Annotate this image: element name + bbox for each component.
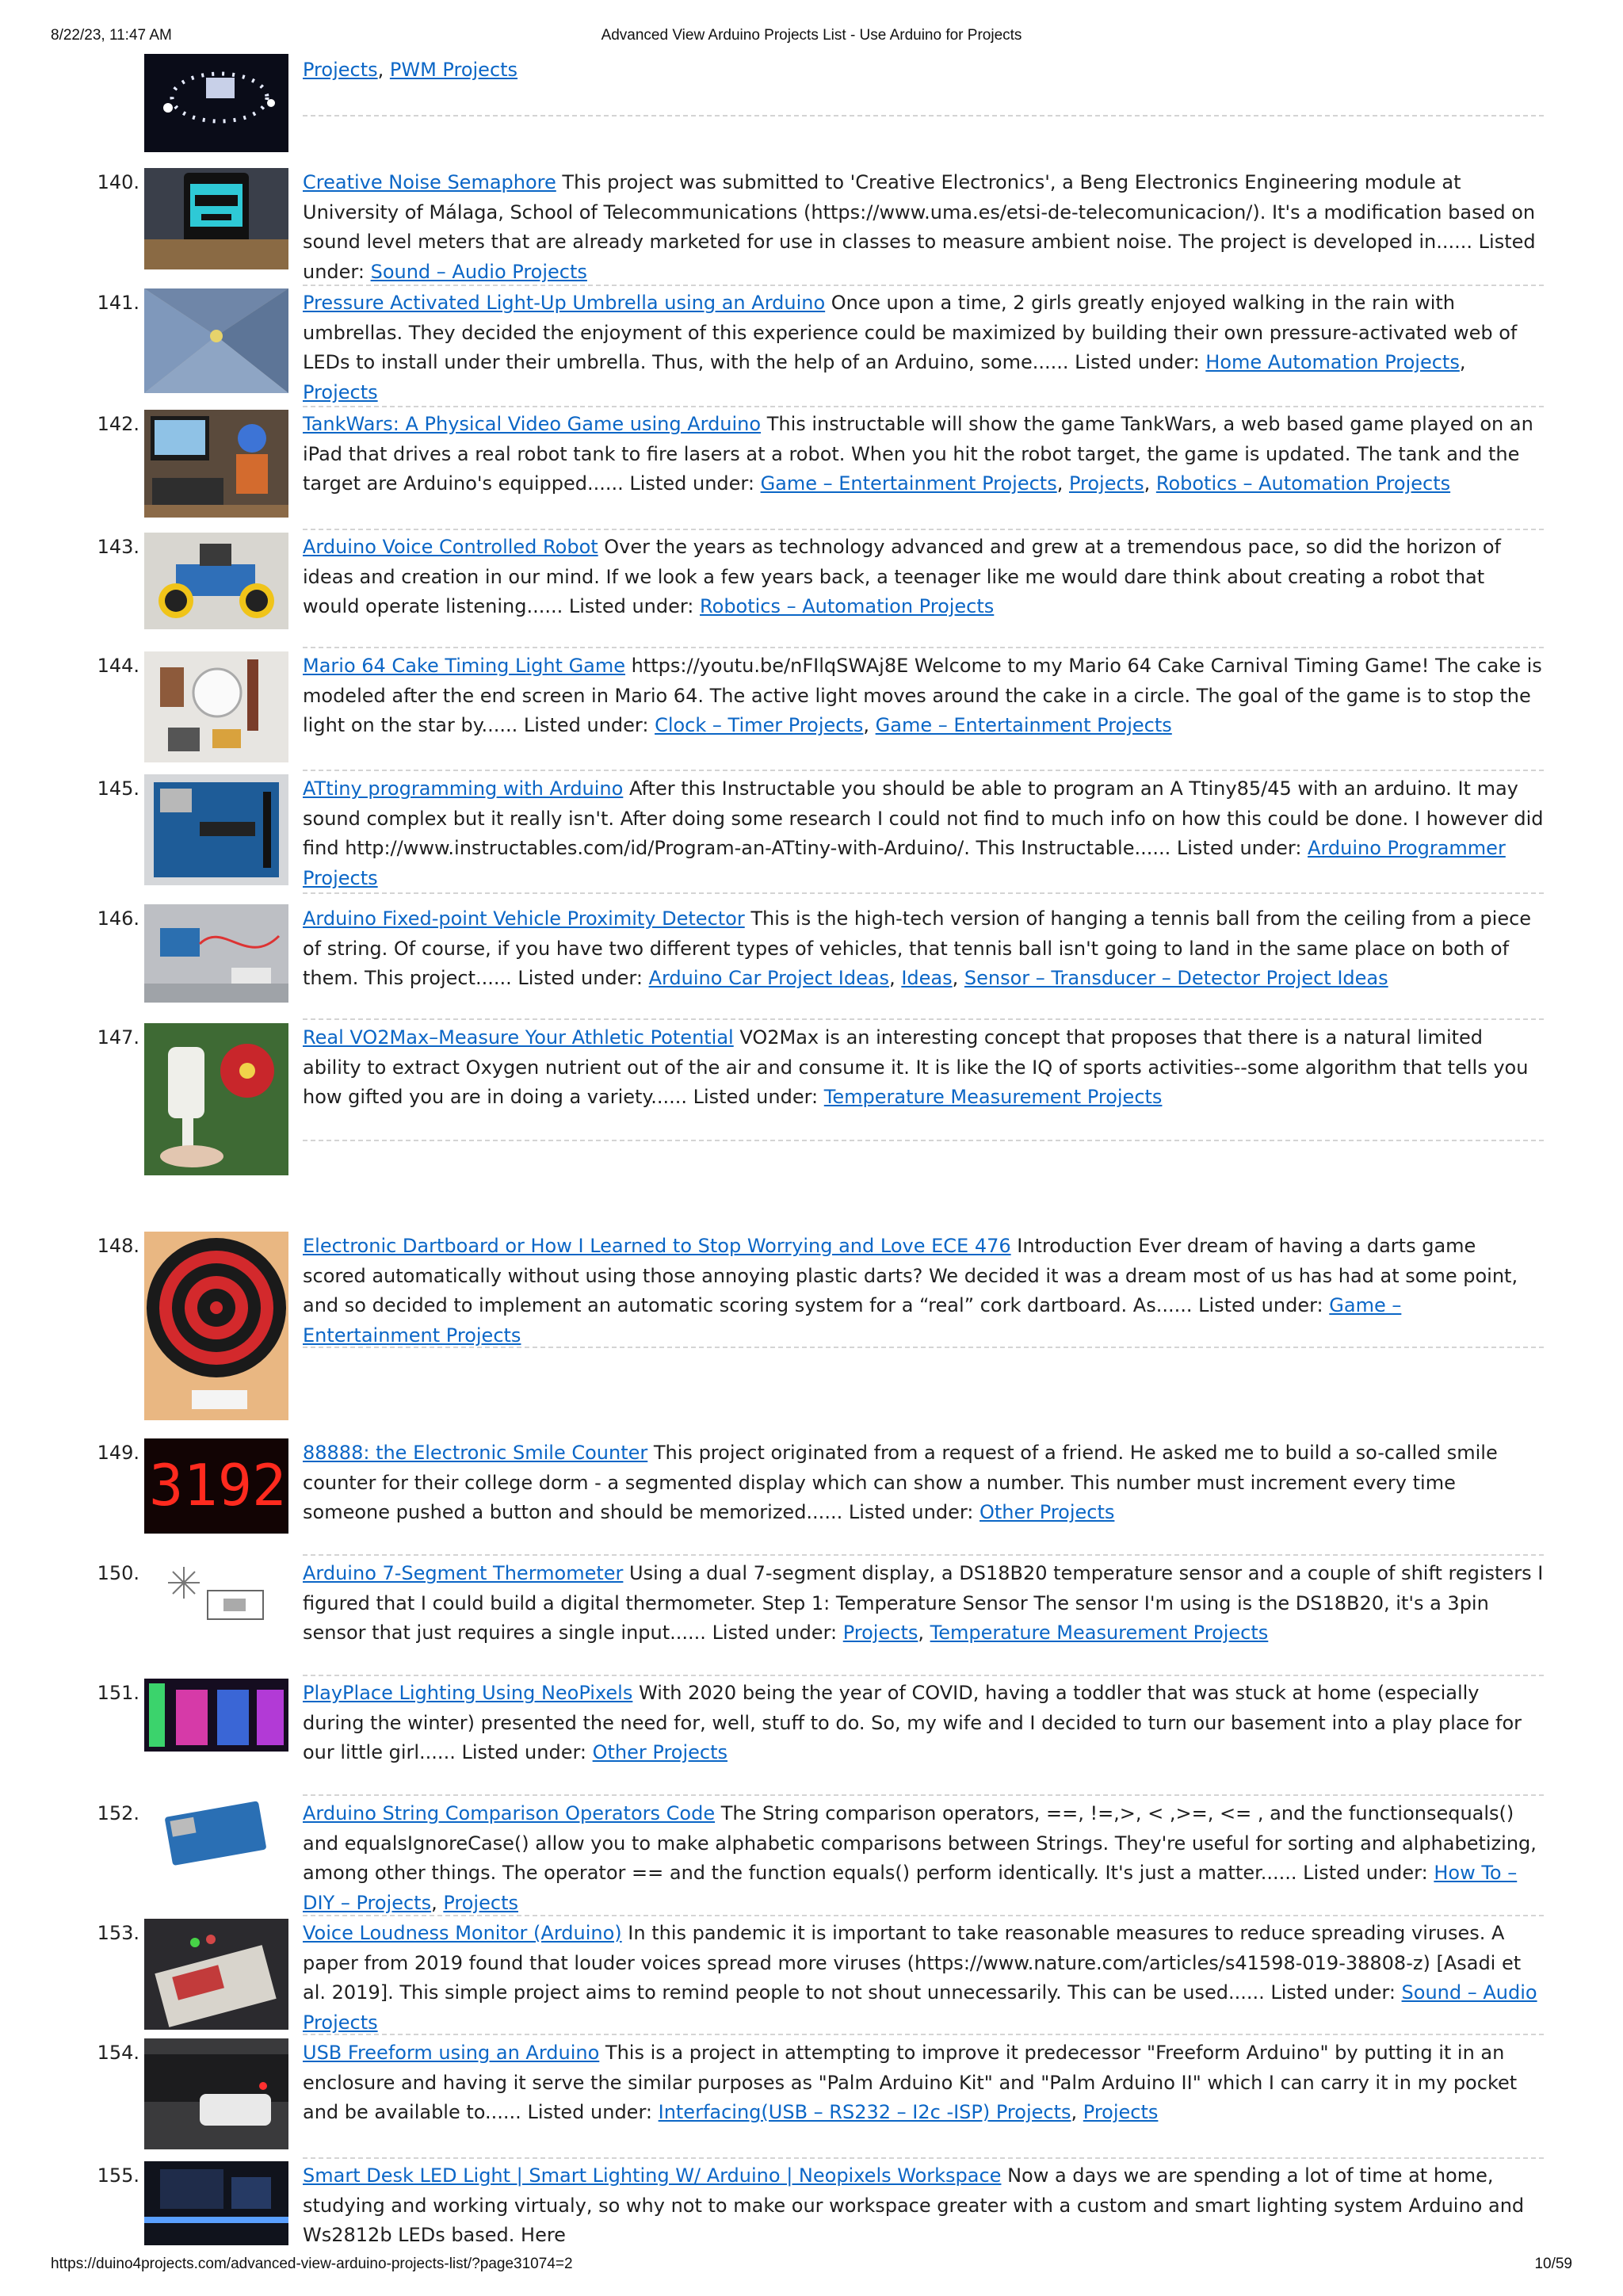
item-number: 155. bbox=[97, 2164, 139, 2187]
item-body bbox=[303, 533, 1544, 622]
item-body bbox=[303, 1919, 1544, 2038]
item-divider bbox=[303, 115, 1544, 117]
item-divider bbox=[303, 285, 1544, 286]
project-thumbnail[interactable] bbox=[144, 904, 288, 1003]
category-link[interactable]: Arduino Car Project Ideas bbox=[648, 967, 890, 989]
item-number: 145. bbox=[97, 777, 139, 800]
category-separator: , bbox=[918, 1622, 930, 1644]
item-body bbox=[303, 1023, 1544, 1113]
project-description: Using a dual 7-segment display, a DS18B20 temperature sensor and a couple of shift registers I figured that I could build a digital thermometer. Step 1: Temperature Sensor The sensor I'm using is the DS18B20, it's a 3pin sensor that just requires a single input...... Listed under: bbox=[303, 1562, 1544, 1644]
item-body bbox=[303, 2038, 1544, 2128]
project-description: With 2020 being the year of COVID, having a toddler that was stuck at home (especially during the winter) presented the need for, well, stuff to do. So, my wife and I decided to turn our basement into a play place for our little girl...... Listed under: bbox=[303, 1682, 1522, 1763]
project-title-link[interactable]: PlayPlace Lighting Using NeoPixels bbox=[303, 1682, 633, 1704]
item-divider bbox=[303, 1347, 1544, 1348]
project-title-link[interactable]: ATtiny programming with Arduino bbox=[303, 777, 624, 800]
category-link[interactable]: Projects bbox=[1068, 472, 1144, 495]
project-title-link[interactable]: TankWars: A Physical Video Game using Arduino bbox=[303, 413, 762, 435]
category-link[interactable]: Sensor – Transducer – Detector Project Ideas bbox=[964, 967, 1388, 989]
item-number: 150. bbox=[97, 1562, 139, 1584]
category-separator: , bbox=[1056, 472, 1069, 495]
item-number: 152. bbox=[97, 1802, 139, 1824]
category-link[interactable]: Projects bbox=[842, 1622, 918, 1644]
category-separator: , bbox=[863, 714, 876, 736]
project-title-link[interactable]: Arduino Voice Controlled Robot bbox=[303, 536, 598, 558]
item-divider bbox=[303, 1018, 1544, 1020]
item-body bbox=[303, 1799, 1544, 1918]
category-link[interactable]: Projects bbox=[303, 380, 378, 403]
item-body bbox=[303, 651, 1544, 741]
category-link[interactable]: Temperature Measurement Projects bbox=[930, 1622, 1269, 1644]
project-description: VO2Max is an interesting concept that proposes that there is a natural limited ability to extract Oxygen nutrient out of the air and consume it. It is like the IQ of sports activities--some algorithm that tells you how gifted you are in doing a variety...... Listed under: bbox=[303, 1026, 1529, 1108]
print-page-number: 10/59 bbox=[1534, 2256, 1572, 2272]
project-description: Once upon a time, 2 girls greatly enjoyed walking in the rain with umbrellas. They decided the enjoyment of this experience could be maximized by building their own pressure-activated web of LEDs to install under their umbrella. Thus, with the help of an Arduino, some...... Listed under: bbox=[303, 292, 1518, 373]
project-description: This project originated from a request of a friend. He asked me to build a so-called smile counter for their college dorm - a segmented display which can show a number. This number must increment every time someone pushed a button and should be memorized...... Listed under: bbox=[303, 1442, 1498, 1523]
project-title-link[interactable]: Mario 64 Cake Timing Light Game bbox=[303, 655, 626, 677]
svg-text:3192: 3192 bbox=[149, 1452, 287, 1519]
category-separator: , bbox=[1144, 472, 1156, 495]
item-body bbox=[303, 1679, 1544, 1768]
print-page-title: Advanced View Arduino Projects List - Use Arduino for Projects bbox=[601, 27, 1022, 44]
item-body bbox=[303, 168, 1544, 287]
category-separator: , bbox=[952, 967, 964, 989]
project-title-link[interactable]: Arduino Fixed-point Vehicle Proximity Detector bbox=[303, 907, 745, 930]
category-link[interactable]: Projects bbox=[443, 1891, 518, 1914]
project-title-link[interactable]: Voice Loudness Monitor (Arduino) bbox=[303, 1922, 622, 1944]
item-divider bbox=[303, 1675, 1544, 1676]
category-link[interactable]: Other Projects bbox=[592, 1741, 728, 1763]
project-thumbnail[interactable] bbox=[144, 651, 288, 762]
item-body bbox=[303, 774, 1544, 893]
project-title-link[interactable]: 88888: the Electronic Smile Counter bbox=[303, 1442, 648, 1464]
item-number: 146. bbox=[97, 907, 139, 930]
item-divider bbox=[303, 1794, 1544, 1796]
project-description: This project was submitted to 'Creative Electronics', a Beng Electronics Engineering module at University of Málaga, School of Telecommunications (https://www.uma.es/etsi-de-telecomunicacion/). It's a modification based on sound level meters that are already marketed for use in classes to measure ambient noise. The project is developed in...... Listed under: bbox=[303, 171, 1536, 283]
project-thumbnail[interactable] bbox=[144, 1679, 288, 1752]
item-number: 154. bbox=[97, 2042, 139, 2064]
print-url: https://duino4projects.com/advanced-view-arduino-projects-list/?page31074=2 bbox=[51, 2256, 573, 2272]
item-number: 144. bbox=[97, 655, 139, 677]
item-number: 147. bbox=[97, 1026, 139, 1049]
item-divider bbox=[303, 2157, 1544, 2159]
project-title-link[interactable]: Smart Desk LED Light | Smart Lighting W/ Arduino | Neopixels Workspace bbox=[303, 2164, 1002, 2187]
category-separator: , bbox=[1459, 351, 1466, 373]
project-description: https://youtu.be/nFIlqSWAj8E Welcome to my Mario 64 Cake Carnival Timing Game! The cake is modeled after the end screen in Mario 64. The active light moves around the cake in a circle. The goal of the game is to stop the light on the star by...... Listed under: bbox=[303, 655, 1542, 736]
project-thumbnail[interactable] bbox=[144, 1919, 288, 2030]
project-description: Now a days we are spending a lot of time at home, studying and working virtualy, so why not to make our workspace greater with a custom and smart lighting system Arduino and Ws2812b LEDs based. Here bbox=[303, 2164, 1525, 2246]
project-title-link[interactable]: Arduino 7-Segment Thermometer bbox=[303, 1562, 624, 1584]
category-link[interactable]: How To – DIY – Projects bbox=[303, 1862, 1518, 1914]
project-title-link[interactable]: Creative Noise Semaphore bbox=[303, 171, 556, 193]
item-body bbox=[303, 1232, 1544, 1350]
item-number: 142. bbox=[97, 413, 139, 435]
item-body bbox=[303, 55, 1544, 86]
item-divider bbox=[303, 1915, 1544, 1916]
project-title-link[interactable]: Pressure Activated Light-Up Umbrella using an Arduino bbox=[303, 292, 826, 314]
category-link[interactable]: Interfacing(USB – RS232 – I2c -ISP) Projects bbox=[658, 2101, 1071, 2123]
item-number: 143. bbox=[97, 536, 139, 558]
project-thumbnail[interactable] bbox=[144, 1232, 288, 1420]
category-link[interactable]: Projects bbox=[1083, 2101, 1159, 2123]
project-title-link[interactable]: Real VO2Max–Measure Your Athletic Potential bbox=[303, 1026, 734, 1049]
category-link[interactable]: Robotics – Automation Projects bbox=[1155, 472, 1451, 495]
item-number: 148. bbox=[97, 1235, 139, 1257]
item-divider bbox=[303, 406, 1544, 407]
project-description: After this Instructable you should be able to program an A Ttiny85/45 with an arduino. It may sound complex but it really isn't. After doing some research I could not find to much info on how this could be done. I however did find http://www.instructables.com/id/Program-an-ATtiny-with-Arduino/. This Instructable...... Listed under: bbox=[303, 777, 1544, 859]
category-separator: , bbox=[431, 1891, 444, 1914]
category-link[interactable]: Projects bbox=[303, 59, 378, 81]
print-datetime: 8/22/23, 11:47 AM bbox=[51, 27, 172, 44]
item-number: 149. bbox=[97, 1442, 139, 1464]
category-link[interactable]: Arduino Programmer Projects bbox=[303, 837, 1506, 889]
item-divider bbox=[303, 1140, 1544, 1141]
category-separator: , bbox=[889, 967, 902, 989]
project-thumbnail[interactable] bbox=[144, 533, 288, 629]
item-divider bbox=[303, 647, 1544, 648]
category-link[interactable]: Ideas bbox=[901, 967, 953, 989]
category-link[interactable]: Game – Entertainment Projects bbox=[303, 1294, 1402, 1347]
item-divider bbox=[303, 892, 1544, 894]
item-divider bbox=[303, 770, 1544, 771]
project-thumbnail[interactable] bbox=[144, 1559, 288, 1645]
category-link[interactable]: Temperature Measurement Projects bbox=[823, 1086, 1163, 1108]
item-body bbox=[303, 1438, 1544, 1528]
item-body bbox=[303, 2161, 1544, 2251]
category-link[interactable]: Sound – Audio Projects bbox=[303, 1981, 1537, 2034]
project-thumbnail[interactable] bbox=[144, 168, 288, 269]
project-thumbnail[interactable] bbox=[144, 1023, 288, 1175]
item-divider bbox=[303, 1554, 1544, 1556]
project-description: This is the high-tech version of hanging a tennis ball from the ceiling from a piece of string. Of course, if you have two different types of vehicles, that tennis ball isn't going to land in the same place on both of them. This project...... Listed under: bbox=[303, 907, 1532, 989]
project-description: This is a project in attempting to improve it predecessor "Freeform Arduino" by putting it in an enclosure and having it serve the similar purposes as "Palm Arduino Kit" and "Palm Arduino II" which I can carry it in my pocket and be available to...... Listed under: bbox=[303, 2042, 1518, 2123]
category-link[interactable]: Home Automation Projects bbox=[1205, 351, 1460, 373]
item-body bbox=[303, 1559, 1544, 1648]
project-description: Introduction Ever dream of having a darts game scored automatically without using those annoying plastic darts? We decided it was a dream most of us has had at some point, and so decided to implement an automatic scoring system for a “real” cork dartboard. As...... Listed under: bbox=[303, 1235, 1518, 1316]
project-thumbnail[interactable] bbox=[144, 2161, 288, 2245]
project-thumbnail[interactable] bbox=[144, 2038, 288, 2149]
project-thumbnail[interactable] bbox=[144, 288, 288, 393]
category-link[interactable]: Game – Entertainment Projects bbox=[760, 472, 1057, 495]
project-description: Over the years as technology advanced and grew at a tremendous pace, so did the horizon of ideas and creation in our mind. If we look a few years back, a teenager like me would dare think about creating a robot that would operate listening...... Listed under: bbox=[303, 536, 1501, 617]
item-body bbox=[303, 410, 1544, 499]
category-link[interactable]: Game – Entertainment Projects bbox=[875, 714, 1172, 736]
project-thumbnail[interactable] bbox=[144, 54, 288, 152]
item-number: 141. bbox=[97, 292, 139, 314]
category-link[interactable]: Sound – Audio Projects bbox=[370, 260, 587, 283]
project-thumbnail[interactable] bbox=[144, 410, 288, 518]
project-thumbnail[interactable] bbox=[144, 774, 288, 885]
category-link[interactable]: Robotics – Automation Projects bbox=[700, 595, 995, 617]
category-link[interactable]: PWM Projects bbox=[389, 59, 518, 81]
item-divider bbox=[303, 529, 1544, 530]
project-description: This instructable will show the game TankWars, a web based game played on an iPad that drives a real robot tank to fire lasers at a robot. When you hit the robot target, the game is updated. The tank and the target are Arduino's equipped...... Listed under: bbox=[303, 413, 1533, 495]
project-title-link[interactable]: USB Freeform using an Arduino bbox=[303, 2042, 600, 2064]
project-description: The String comparison operators, ==, !=,>, < ,>=, <= , and the functionsequals() and equalsIgnoreCase() allow you to make alphabetic comparisons between Strings. They're useful for sorting and alphabetizing, among other things. The operator == and the function equals() perform identically. It's just a matter...... Listed under: bbox=[303, 1802, 1537, 1884]
category-separator: , bbox=[1071, 2101, 1083, 2123]
category-link[interactable]: Clock – Timer Projects bbox=[655, 714, 864, 736]
item-number: 153. bbox=[97, 1922, 139, 1944]
category-separator: , bbox=[377, 59, 390, 81]
project-description: In this pandemic it is important to take reasonable measures to reduce spreading viruses. A paper from 2019 found that louder voices spread more viruses (https://www.nature.com/articles/s41598-019-38808-z) [Asadi et al. 2019]. This simple project aims to remind people to not shout unnecessarily. This can be used...... Listed under: bbox=[303, 1922, 1522, 2004]
print-footer bbox=[51, 2256, 1572, 2276]
item-number: 151. bbox=[97, 1682, 139, 1704]
project-thumbnail[interactable] bbox=[144, 1438, 288, 1534]
item-divider bbox=[303, 2034, 1544, 2035]
item-number: 140. bbox=[97, 171, 139, 193]
project-title-link[interactable]: Arduino String Comparison Operators Code bbox=[303, 1802, 716, 1824]
project-title-link[interactable]: Electronic Dartboard or How I Learned to Stop Worrying and Love ECE 476 bbox=[303, 1235, 1011, 1257]
category-link[interactable]: Other Projects bbox=[980, 1501, 1115, 1523]
item-body bbox=[303, 904, 1544, 994]
project-thumbnail[interactable] bbox=[144, 1799, 288, 1867]
item-body bbox=[303, 288, 1544, 407]
